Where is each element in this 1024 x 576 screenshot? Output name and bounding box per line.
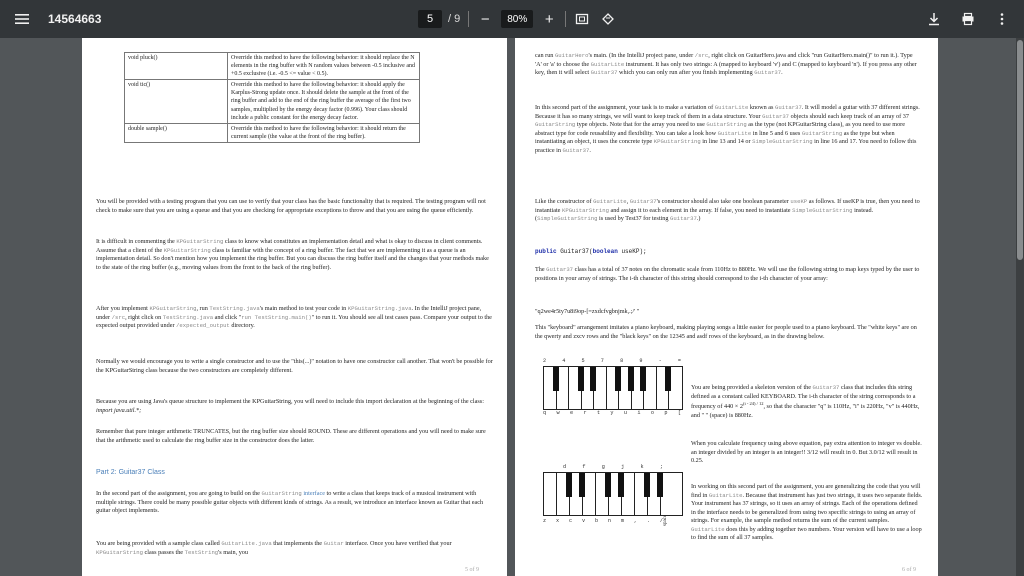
keyboard-mapping-string: "q2we4r5ty7u8i9op-[=zxdcfvgbnjmk,.;/' " [535,308,640,315]
zoom-in-button[interactable]: + [544,10,554,28]
pdf-toolbar [0,0,1024,38]
piano-black-key [628,367,634,391]
piano-black-key [665,367,671,391]
paragraph: Normally we would encourage you to write a single constructor and to use the "this(...)" notation to have one constructor call another. That won't be possible for the KPGuitarString class because the two constructors are completely different. [96,358,493,374]
piano-black-key [640,367,646,391]
method-description: Override this method to have the following behavior: it should apply the Karplus-Strong update once. It should delete the sample at the front of the ring buffer and add to the end of the ring buffer the average of the first two samples, multiplied by the energy decay factor (0.996). Your class should include a public constant for the energy decay factor. [228,80,420,123]
piano-black-key [644,473,650,497]
piano-black-key [605,473,611,497]
method-signature: double sample() [125,123,228,142]
method-description: Override this method to have the following behavior: it should replace the N elements in the ring buffer with N random values between -0.5 inclusive and +0.5 exclusive (i.e. -0.5 <= value < 0.5). [228,53,420,80]
paragraph: In the second part of the assignment, you are going to build on the GuitarString interface to write a class that keeps track of a musical instrument with multiple strings. There could be many possible guitar objects with different kinds of strings. As a result, we introduce an interface known as Guitar that each guitar object implements. [96,490,484,515]
piano-keyboard-diagram [543,472,683,516]
page-number-input[interactable]: 5 [418,10,442,28]
table-row [125,123,420,142]
paragraph: Remember that pure integer arithmetic TRUNCATES, but the ring buffer size should ROUND. These are different operations and you will need to make sure that the arithmetic used to calculate the ring buffer size in the constructor does the latter. [96,428,486,444]
download-icon[interactable] [926,11,942,27]
method-signature: void pluck() [125,53,228,80]
paragraph: This "keyboard" arrangement imitates a piano keyboard, making playing songs a little easier for people used to a piano keyboard. The "white keys" are on the qwerty and zxcv rows and the "black keys" on the 12345 and asdf rows of the keyboard, as in the drawing below. [535,324,917,340]
piano-black-key [615,367,621,391]
page-footer-number: 5 of 9 [465,566,479,573]
interface-link[interactable]: interface [301,490,325,497]
pdf-page-5 [82,38,507,576]
paragraph: can run GuitarHero's main. (In the IntelliJ project pane, under /src, right click on GuitarHero.java and click "run GuitarHero.main()" to run it.). Type 'A' or 'a' to choose the GuitarLite instrument. It has only two strings: A (mapped to keyboard 'v') and C (mapped to keyboard 'n'). If you press any other key, then it will select Guitar37 which you can only run after you finish implementing Guitar37. [535,52,917,77]
piano-keyboard-diagram [543,366,683,410]
rotate-icon[interactable] [600,11,616,27]
table-row [125,80,420,123]
pdf-page-6 [515,38,938,576]
paragraph: In this second part of the assignment, your task is to make a variation of GuitarLite known as Guitar37. It will model a guitar with 37 different strings. Because it has so many strings, we will want to keep track of them in a data structure. Your Guitar37 objects should each keep track of an array of 37 GuitarString type objects. Note that for the array you need to use GuitarString as the type (not KPGuitarString class), as you need to use more abstract type for code reusability and flexibility. You can take a look how GuitarLite in line 5 and 6 uses GuitarString as the type but when instantiating an object, it uses the concrete type KPGuitarString in line 13 and 14 or SimpleGuitarString in line 16 and 17. You need to follow this practice in Guitar37. [535,104,920,154]
space-key-label: space [663,514,668,526]
document-title: 14564663 [48,12,102,26]
piano-black-key [566,473,572,497]
piano-white-key-labels: z x c v b n m , . / [543,518,663,524]
paragraph: After you implement KPGuitarString, run TestString.java's main method to test your code in KPGuitarString.java. In the IntelliJ project pane, under /src, right click on TestString.java and click "run TestString.main()" to run it. You should see all test cases pass. Compare your output to the expected output provided under /expected_output directory. [96,305,492,330]
piano-black-key [657,473,663,497]
table-row [125,53,420,80]
menu-icon[interactable] [14,11,30,27]
paragraph: You are being provided with a sample class called GuitarLite.java that implements the Guitar interface. Once you have verified that your KPGuitarString class passes the TestString's main, you [96,540,452,556]
paragraph: Because you are using Java's queue structure to implement the KPGuitarString, you will need to include this import declaration at the beginning of the class: import java.util.*; [96,398,484,414]
method-table [124,52,420,143]
pdf-viewer [0,38,1024,576]
piano-black-key [590,367,596,391]
piano-white-key [544,473,557,515]
paragraph: You will be provided with a testing program that you can use to verify that your class has the basic functionality that is required. The testing program will not check to make sure that you are using a queue and that you are checking for appropriate exceptions to throw and that you are using the queue efficiently. [96,198,486,214]
paragraph: When you calculate frequency using above equation, pay extra attention to integer vs double. an integer divided by an integer is an integer!! 3/12 will result in 0. But 3.0/12 will result in 0.25. [691,440,922,465]
piano-black-key [579,473,585,497]
paragraph: You are being provided a skeleton version of the Guitar37 class that includes this string defined as a constant called KEYBOARD. The i-th character of the string corresponds to a frequency of $440 \times 2^{(i - 24) / 12}$, so that the character "q" is 110Hz, "i" is 220Hz, "v" is 440Hz, and " " (space) is 880Hz. [691,384,920,419]
piano-black-key [618,473,624,497]
piano-black-key [553,367,559,391]
page-footer-number: 6 of 9 [902,566,916,573]
paragraph: In working on this second part of the assignment, you are generalizing the code that you will find in GuitarLite. Because that instrument has just two strings, it uses two separate fields. Your instrument has 37 strings, so it uses an array of strings. Each of the operations defined in the interface needs to be generalized from using two specific strings to using an array of strings. For example, the sample method returns the sum of the current samples. GuitarLite does this by adding together two numbers. Your version will have to use a loop to find the sum of all 37 samples. [691,483,923,542]
more-options-icon[interactable] [994,11,1010,27]
method-signature: void tic() [125,80,228,123]
paragraph: Like the constructor of GuitarLite, Guitar37's constructor should also take one boolean parameter useKP as follows. If useKP is true, then you need to instantiate KPGuitarString and assign it to each element in the array. If false, you need to instantiate SimpleGuitarString instead. (SimpleGuitarString is used by Test37 for testing Guitar37.) [535,198,920,223]
toolbar-divider [565,11,566,27]
scrollbar-thumb[interactable] [1017,40,1023,260]
code-snippet: public Guitar37(boolean useKP); [535,248,647,255]
print-icon[interactable] [960,11,976,27]
piano-black-key-labels: 2 4 5 7 8 9 - = [543,358,681,364]
fit-page-icon[interactable] [574,11,590,27]
zoom-out-button[interactable]: − [480,10,490,28]
toolbar-divider [468,11,469,27]
zoom-input[interactable]: 80% [501,10,533,28]
piano-black-key [578,367,584,391]
paragraph: It is difficult in commenting the KPGuitarString class to know what constitutes an implementation detail and what is okay to discuss in client comments. Assume that a client of the KPGuitarString class is familiar with the concept of a ring buffer. The fact that we are implementing it as a queue is an implementation detail. So don't mention how you implement the ring buffer. But you can discuss the ring buffer itself and the changes that your methods make to the state of the ring buffer (e.g., moving values from the front to the back of the ring buffer). [96,238,489,271]
page-total: / 9 [448,13,461,25]
method-description: Override this method to have the following behavior: it should return the current sample (the value at the front of the ring buffer). [228,123,420,142]
piano-white-key-labels: q w e r t y u i o p [ [543,410,681,416]
section-heading: Part 2: Guitar37 Class [96,469,165,476]
piano-black-key-labels: d f g j k ; [563,464,663,470]
paragraph: The Guitar37 class has a total of 37 notes on the chromatic scale from 110Hz to 880Hz. We will use the following string to map keys typed by the user to positions in your array of strings. The i-th character of this string should correspond to the i-th character of your array: [535,266,920,282]
